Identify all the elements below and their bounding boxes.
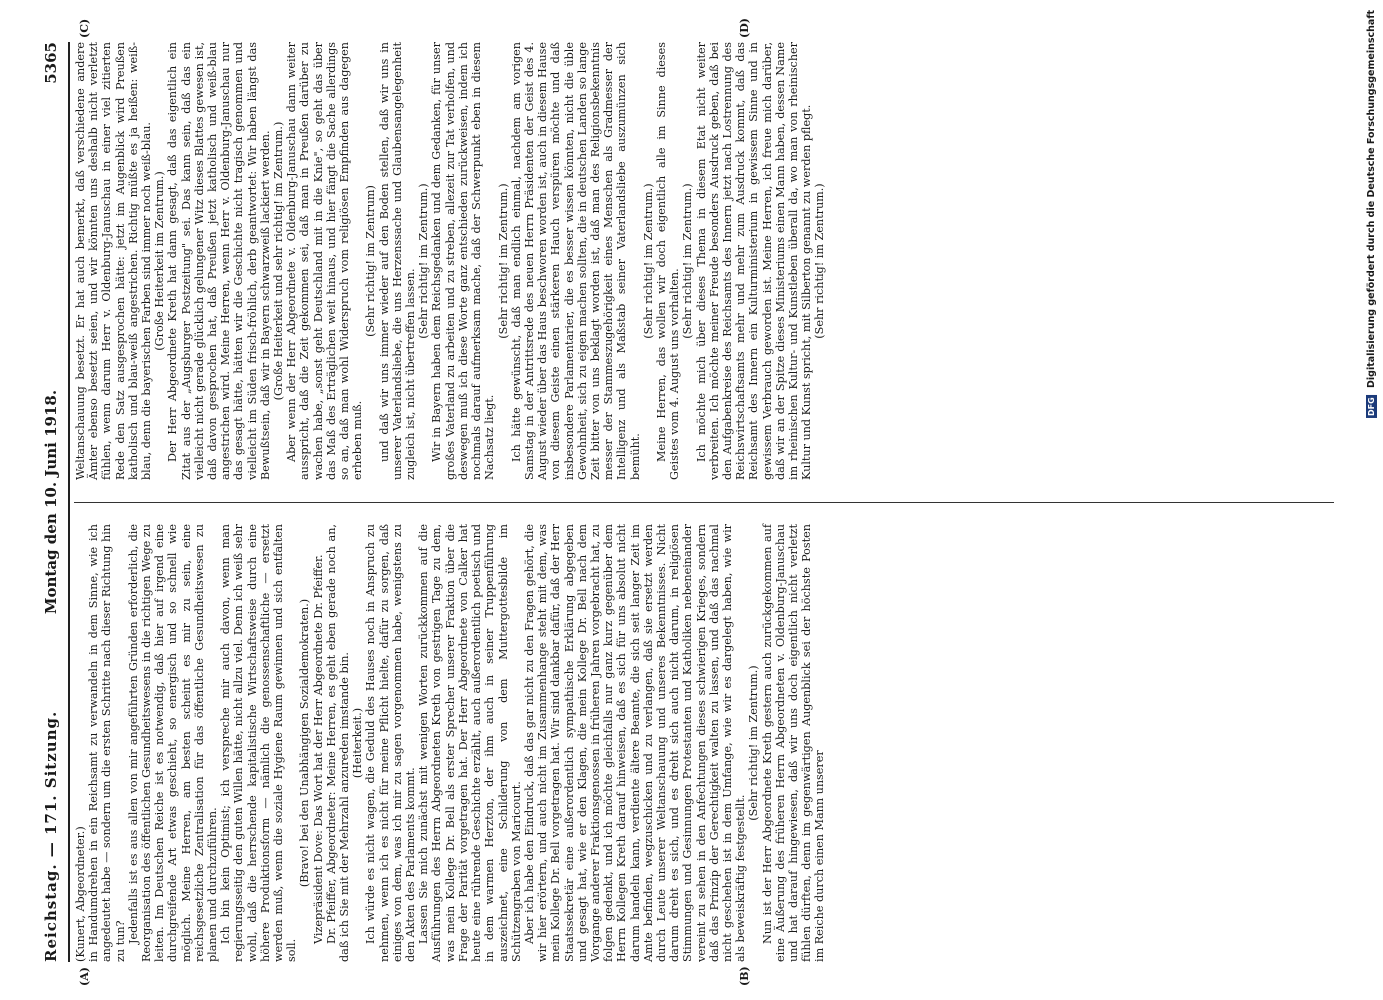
- paragraph: in Handumdrehen in ein Reichsamt zu verwandeln in dem Sinne, wie ich angedeutet habe — sondern um die ersten Schritte nach dieser Richtung hin zu tun?: [87, 524, 127, 962]
- interjection: (Sehr richtig! im Zentrum.): [417, 183, 431, 339]
- column-divider: [74, 502, 1334, 503]
- rotated-page: [38, 18, 1338, 986]
- digitization-credit: [1366, 10, 1377, 418]
- interjection: (Sehr richtig! im Zentrum.): [496, 183, 510, 339]
- header-center: Montag den 10. Juni 1918.: [42, 389, 60, 615]
- right-column: [74, 42, 827, 480]
- margin-mark-a: (A): [78, 967, 91, 986]
- paragraph: Lassen Sie mich zunächst mit wenigen Worten zurückkommen auf die Ausführungen des Herrn Abgeordneten Kreth von gestrigen Tage zu dem, was mein Kollege Dr. Bell als erster Sprecher unserer Fraktion über die Frage der Parität vorgetragen hat. Der Herr Abgeordnete von Calker hat heute eine rührende Geschichte erzählt, auch außerordentlich poetisch und in dem warmen Herzton, der ihm auch in seiner Truppenführung auszeichnet, eine Schilderung von dem Muttergottesbilde im Schützengraben von Maricourt.: [417, 524, 523, 962]
- interjection: (Heiterkeit.): [351, 707, 365, 779]
- margin-mark-c: (C): [78, 18, 91, 38]
- paragraph: Ich bin kein Optimist; ich verspreche mir auch davon, wenn man regierungsseitig den guten Willen hätte, nicht allzu viel. Denn ich weiß sehr wohl, daß die herrschende kapitalistische Wirtschaftsweise durch eine höhere Produktionsform — nämlich die genossenschaftliche — ersetzt werden muß, wenn die soziale Hygiene Raum gewinnen und sich entfalten soll.: [219, 524, 299, 962]
- interjection: (Sehr richtig! im Zentrum.): [813, 183, 827, 339]
- paragraph: Ich würde es nicht wagen, die Geduld des Hauses noch in Anspruch zu nehmen, wenn ich es nicht für meine Pflicht hielte, dafür zu sorgen, daß einiges von dem, was ich mir zu sagen vorgenommen habe, wenigstens zu den Akten des Parlaments kommt.: [364, 524, 418, 962]
- interjection: (Große Heiterkeit im Zentrum.): [153, 171, 167, 351]
- paragraph: Dr. Pfeiffer, Abgeordneter: Meine Herren, es geht eben gerade noch an, daß ich Sie mit der Mehrzahl anzureden imstande bin.: [324, 524, 352, 962]
- paragraph: Der Herr Abgeordnete Kreth hat dann gesagt, daß das eigentlich ein Zitat aus der „Augsburger Postzeitung" sei. Das kann sein, daß das ein vielleicht nicht gerade glücklich gelungener Witz dieses Blattes gewesen ist, daß davon gesprochen hat, daß Preußen jetzt katholisch und weiß-blau angestrichen wird. Meine Herren, wenn Herr v. Oldenburg-Januschau nur das gesagt hätte, hätten wir die Geschichte nicht tragisch genommen und vielleicht im Süden frisch-fröhlich, derb geantwortet: Wir haben längst das Bewußtsein, daß wir in Bayern schwarzweiß lackiert werden.: [166, 42, 272, 480]
- paragraph: Nun ist der Herr Abgeordnete Kreth gestern auch zurückgekommen auf eine Äußerung des früheren Herrn Abgeordneten v. Oldenburg-Januschau und hat darauf hingewiesen, daß wir uns doch eigentlich nicht verletzt fühlen dürften, denn im gegenwärtigen Augenblick sei der höchste Posten im Reiche durch einen Mann unserer: [760, 524, 827, 962]
- paragraph: Ich hätte gewünscht, daß man endlich einmal, nachdem am vorigen Samstag in der Antrittsrede des neuen Herrn Präsidenten der Geist des 4. August wieder über das Haus beschworen worden ist, auch in diesem Hause von diesem Geiste einen stärkeren Hauch verspüren möchte und daß insbesondere Parlamentarier, die es besser wissen könnten, nicht die üble Gewohnheit, sich zu eigen machen sollten, die in deutschen Landen so lange Zeit bitter von uns beklagt worden ist, daß man des Religionsbekenntnis messer der Stammeszugehörigkeit eines Menschen als Gradmesser der Intelligenz und als Maßstab seiner Vaterlandsliebe auszumünzen sich bemüht.: [509, 42, 642, 480]
- interjection: (Große Heiterkeit und sehr richtig! im Zentrum.): [272, 121, 286, 401]
- left-column: [74, 524, 827, 962]
- margin-mark-b: (B): [738, 966, 751, 986]
- interjection: (Bravo! bei den Unabhängigen Sozialdemokraten.): [298, 598, 312, 888]
- interjection: (Sehr richtig! im Zentrum): [364, 185, 378, 337]
- paragraph: Meine Herren, das wollen wir doch eigentlich alle im Sinne dieses Geistes vom 4. August uns vorhalten.: [654, 42, 682, 480]
- paragraph: und daß wir uns immer wieder auf den Boden stellen, daß wir uns in unserer Vaterlandsliebe, die uns Herzenssache und Glaubensangelegenheit zugleich ist, nicht übertreffen lassen.: [377, 42, 418, 480]
- paragraph: Jedenfalls ist es aus allen von mir angeführten Gründen erforderlich, die Reorganisation des öffentlichen Gesundheitswesens in die richtigen Wege zu leiten. Im Deutschen Reiche ist es notwendig, daß hier auf irgend eine durchgreifende Art etwas geschieht, so energisch und so schnell wie möglich. Meine Herren, am besten scheint es mir zu sein, eine reichsgesetzliche Zentralisation für das öffentliche Gesundheitswesen zu planen und durchzuführen.: [126, 524, 220, 962]
- dfg-logo: DFG: [1367, 397, 1376, 416]
- header-left: Reichstag. — 171. Sitzung.: [42, 710, 60, 962]
- header-rule: [68, 42, 70, 962]
- page-number: 5365: [42, 42, 60, 84]
- interjection: (Sehr richtig! im Zentrum.): [641, 183, 655, 339]
- paragraph: Aber ich habe den Eindruck, daß das gar nicht zu den Fragen gehört, die wir hier erörtern, und auch nicht im Zusammenhange steht mit dem, was mein Kollege Dr. Bell vorgetragen hat. Wir sind dankbar dafür, daß der Herr Staatssekretär eine außerordentlich sympathische Erklärung abgegeben und gesagt hat, wie er den Klagen, die mein Kollege Dr. Bell nach dem Vorgange anderer Fraktionsgenossen in früheren Jahren vorgebracht hat, zu folgen gedenkt, und ich möchte gleichfalls nur ganz kurz gegenüber dem Herrn Kollegen Kreth darauf hinweisen, daß es sich für uns absolut nicht darum handeln kann, verdiente ältere Beamte, die sich seit langer Zeit im Amte befinden, wegzuschicken und zu verlangen, daß sie ersetzt werden durch Leute unserer Weltanschauung und unseres Bekenntnisses. Nicht darum dreht es sich, und es dreht sich auch nicht darum, in religiösen Stimmungen und Gesinnungen Protestanten und Katholiken nebeneinander vereint zu sehen in den Anfechtungen dieses schwierigen Krieges, sondern daß das Prinzip der Gerechtigkeit walten zu lassen, und daß das nachmal nicht geschehen ist in dem Umfange, wie wir es dargelegt haben, wie wir als beweiskräftig festgestellt.: [522, 524, 748, 962]
- page-header: [38, 42, 64, 962]
- paragraph: Vizepräsident Dove: Das Wort hat der Herr Abgeordnete Dr. Pfeiffer.: [311, 554, 325, 944]
- paragraph: Ich möchte mich über dieses Thema in diesem Etat nicht weiter verbreiten. Ich möchte meiner Freude besonders Ausdruck geben, daß bei den Aufgabenkreise des Reichsamts des Innern jetzt nach Lostrennung des Reichswirtschaftsamts mehr und mehr zum Ausdruck kommt, daß das Reichsamt des Innern ein Kulturministerium in gewissem Sinne und in gewissem Verbrauch geworden ist. Meine Herren, ich freue mich darüber, daß wir an der Spitze dieses Ministeriums einen Mann haben, dessen Name im rheinischen Kultur- und Kunstleben überall da, wo man von rheinischer Kultur und Kunst spricht, mit Silberton genannt zu werden pflegt.: [694, 42, 814, 480]
- interjection: (Sehr richtig! im Zentrum.): [747, 665, 761, 821]
- paragraph: Weltanschauung besetzt. Er hat auch bemerkt, daß verschiedene andere Ämter ebenso besetzt seien, und wir könnten uns deshalb nicht verletzt fühlen, wenn darum Herr v. Oldenburg-Januschau in einer viel zitierten Rede den Satz ausgesprochen hätte: jetzt im Augenblick wird Preußen katholisch und blau-weiß angestrichen. Richtig müßte es ja heißen: weiß-blau, denn die bayerischen Farben sind immer noch weiß-blau.: [74, 42, 154, 480]
- margin-mark-d: (D): [738, 18, 751, 38]
- paragraph: Wir in Bayern haben dem Reichsgedanken und dem Gedanken, für unser großes Vaterland zu arbeiten und zu streben, allezeit zur Tat verholfen, und deswegen muß ich diese Worte ganz entschieden zurückweisen, indem ich nochmals darauf aufmerksam mache, daß der Schwerpunkt eben in diesem Nachsatz liegt.: [430, 42, 497, 480]
- credit-text: Digitalisierung gefördert durch die Deutsche Forschungsgemeinschaft: [1366, 10, 1377, 388]
- interjection: (Sehr richtig! im Zentrum.): [681, 183, 695, 339]
- paragraph: Aber wenn der Herr Abgeordnete v. Oldenburg-Januschau dann weiter ausspricht, daß die Zeit gekommen sei, daß man in Preußen darüber zu wachen habe, „sonst geht Deutschland mit in die Knie", so geht das über das Maß des Erträglichen weit hinaus, und hier fängt die Sache allerdings so an, daß man wohl Widerspruch vom religiösen Empfinden aus dagegen erheben muß.: [285, 42, 365, 480]
- paragraph: (Kunert, Abgeordneter.): [74, 826, 87, 962]
